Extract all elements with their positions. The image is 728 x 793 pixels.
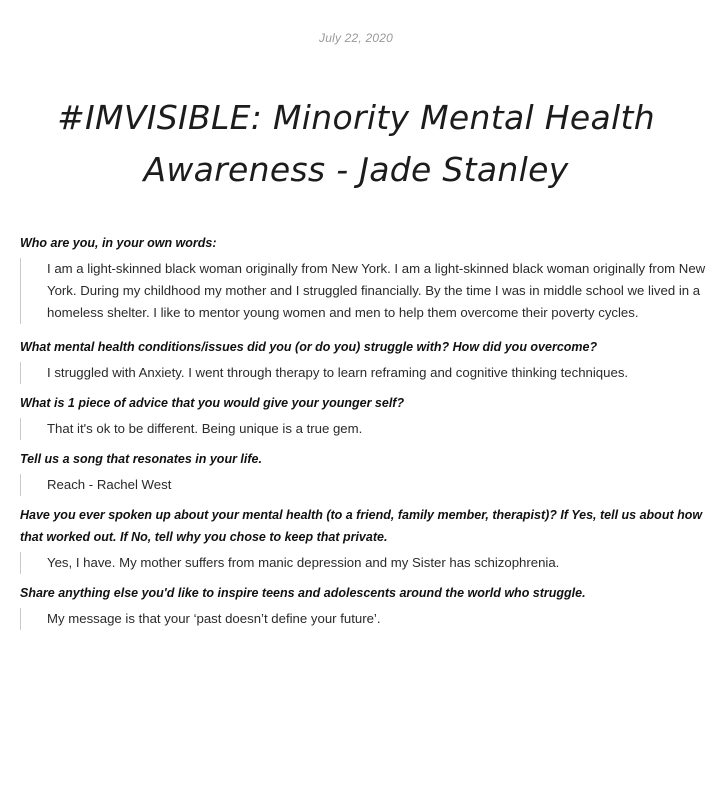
question-advice-younger-self: What is 1 piece of advice that you would give your younger self? <box>20 396 405 410</box>
answer-advice-younger-self: That it's ok to be different. Being unique is a true gem. <box>20 418 710 440</box>
answer-inspire: My message is that your ‘past doesn’t define your future’. <box>20 608 710 630</box>
question-who-are-you: Who are you, in your own words: <box>20 236 217 250</box>
answer-who-are-you: I am a light-skinned black woman originally from New York. I am a light-skinned black woman originally from New York. During my childhood my mother and I struggled financially. By the time I was in middle school we lived in a homeless shelter. I like to mentor young women and men to help them overcome their poverty cycles. <box>20 258 710 324</box>
interview-body <box>20 232 710 638</box>
question-spoken-up: Have you ever spoken up about your mental health (to a friend, family member, therapist)? If Yes, tell us about how that worked out. If No, tell why you chose to keep that private. <box>20 508 703 544</box>
question-song: Tell us a song that resonates in your life. <box>20 452 262 466</box>
answer-song: Reach - Rachel West <box>20 474 710 496</box>
question-inspire: Share anything else you'd like to inspire teens and adolescents around the world who struggle. <box>20 586 586 600</box>
answer-mental-health-conditions: I struggled with Anxiety. I went through therapy to learn reframing and cognitive thinking techniques. <box>20 362 710 384</box>
post-date: July 22, 2020 <box>319 31 393 45</box>
question-mental-health-conditions: What mental health conditions/issues did you (or do you) struggle with? How did you overcome? <box>20 340 598 354</box>
answer-spoken-up: Yes, I have. My mother suffers from manic depression and my Sister has schizophrenia. <box>20 552 710 574</box>
post-title: #IMVISIBLE: Minority Mental Health Awareness - Jade Stanley <box>57 98 655 189</box>
